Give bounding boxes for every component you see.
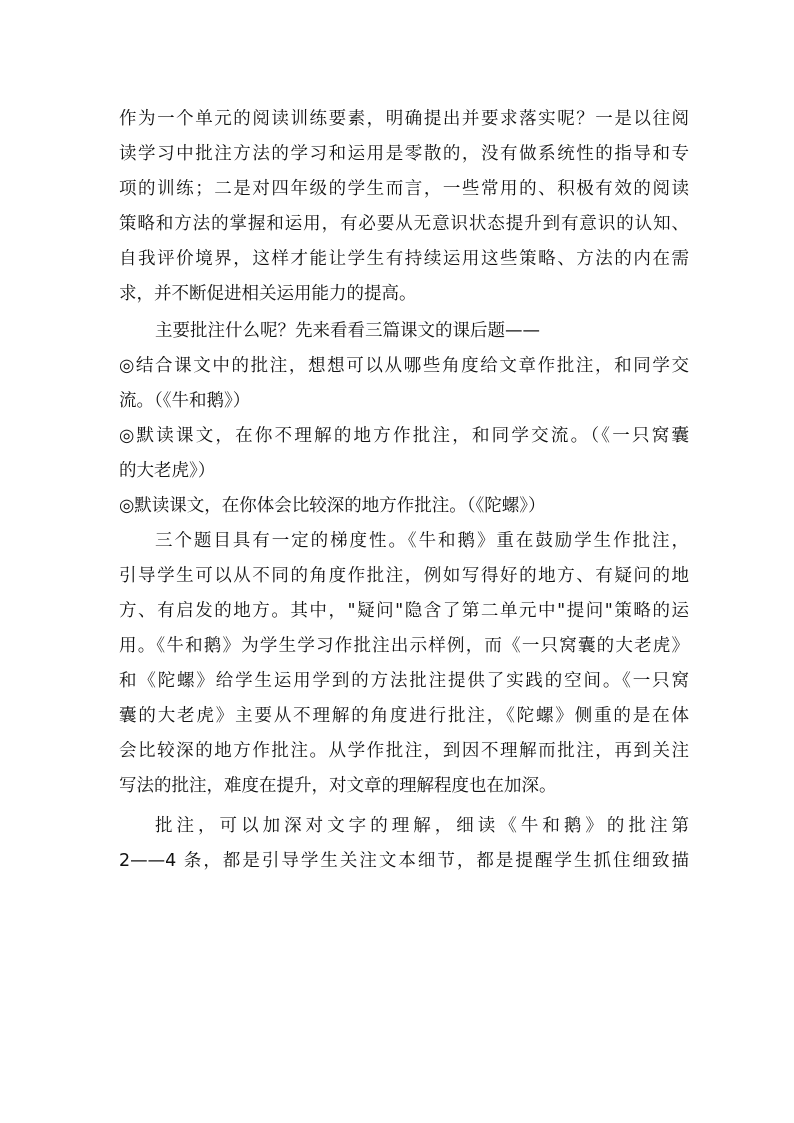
paragraph-line: 项的训练；二是对四年级的学生而言，一些常用的、积极有效的阅读 [119,179,689,199]
question-line: 流。（《牛和鹅》） [119,391,251,411]
paragraph-line: 方、有启发的地方。其中，"疑问"隐含了第二单元中"提问"策略的运 [119,601,689,621]
paragraph-line: 自我评价境界，这样才能让学生有持续运用这些策略、方法的内在需 [119,249,689,269]
paragraph-line: 读学习中批注方法的学习和运用是零散的，没有做系统性的指导和专 [119,144,689,164]
paragraph-line: 主要批注什么呢？先来看看三篇课文的课后题—— [155,321,540,341]
paragraph-line: 策略和方法的掌握和运用，有必要从无意识状态提升到有意识的认知、 [119,214,689,234]
paragraph-line: 写法的批注，难度在提升，对文章的理解程度也在加深。 [119,776,557,796]
paragraph-line: 作为一个单元的阅读训练要素，明确提出并要求落实呢？一是以往阅 [119,109,689,129]
paragraph-line: 批注，可以加深对文字的理解，细读《牛和鹅》的批注第 [155,816,689,836]
paragraph-line: 三个题目具有一定的梯度性。《牛和鹅》重在鼓励学生作批注， [155,531,689,551]
question-line: ◎默读课文，在你体会比较深的地方作批注。（《陀螺》） [119,496,546,516]
paragraph-line: 引导学生可以从不同的角度作批注，例如写得好的地方、有疑问的地 [119,566,689,586]
paragraph-line: 用。《牛和鹅》为学生学习作批注出示样例，而《一只窝囊的大老虎》 [119,636,689,656]
paragraph-line: 囊的大老虎》主要从不理解的角度进行批注，《陀螺》侧重的是在体 [119,706,689,726]
paragraph-line: 会比较深的地方作批注。从学作批注，到因不理解而批注，再到关注 [119,741,689,761]
paragraph-line: 和《陀螺》给学生运用学到的方法批注提供了实践的空间。《一只窝 [119,671,689,691]
question-line: ◎默读课文，在你不理解的地方作批注，和同学交流。（《一只窝囊 [119,426,689,446]
question-line: ◎结合课文中的批注，想想可以从哪些角度给文章作批注，和同学交 [119,356,689,376]
paragraph-line: 2——4 条，都是引导学生关注文本细节，都是提醒学生抓住细致描 [119,851,689,871]
paragraph-line: 求，并不断促进相关运用能力的提高。 [119,284,417,304]
question-line: 的大老虎》） [119,461,216,481]
